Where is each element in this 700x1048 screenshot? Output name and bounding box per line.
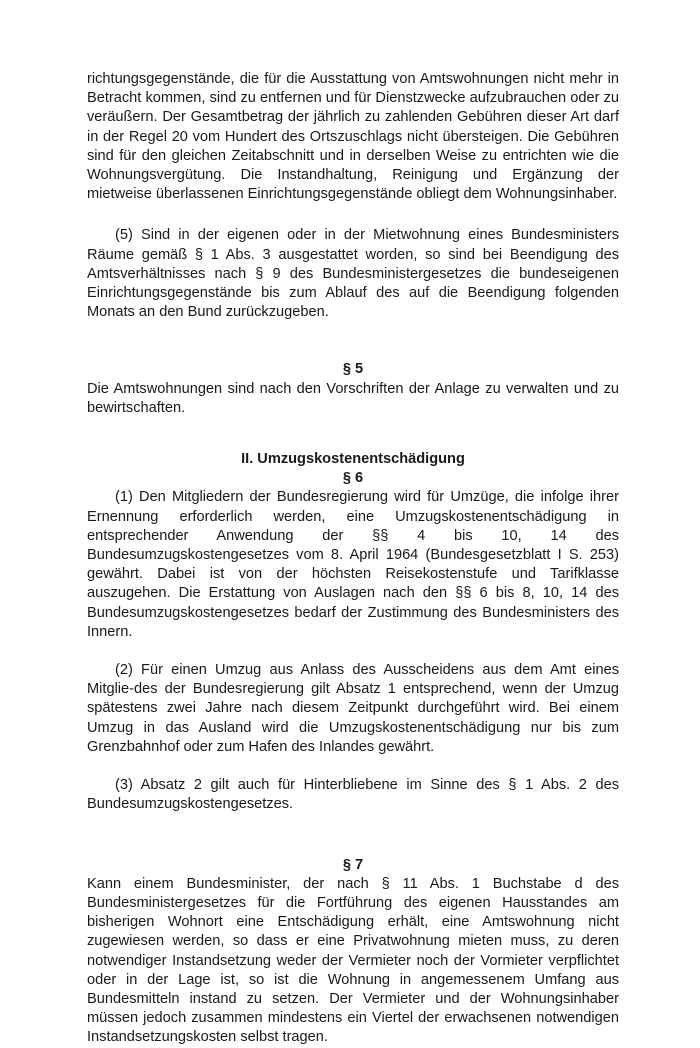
section-7-text: Kann einem Bundesminister, der nach § 11 Abs. 1 Buchstabe d des Bundesministergesetzes für die Fortführung des eigenen Hausstandes am bisherigen Wohnort eine Entschädigung erhält, eine Amtswohnung nicht zugewiesen werden, so dass er eine Privatwohnung mieten muss, zu deren notwendiger Instandsetzung weder der Vermieter noch der Vormieter verpflichtet oder in der Lage ist, so ist die Wohnung in angemessenem Umfang aus Bundesmitteln instand zu setzen. Der Vermieter und der Wohnungsinhaber müssen jedoch zusammen mindestens ein Viertel der erwachsenen notwendigen Instandsetzungskosten selbst tragen.: [87, 875, 619, 1046]
section-6-2: (2) Für einen Umzug aus Anlass des Ausscheidens aus dem Amt eines Mitglie-des der Bundesregierung gilt Absatz 1 entsprechend, wenn der Umzug spätestens zwei Jahre nach diesem Zeitpunkt durchgeführt wird. Bei einem Umzug in das Ausland wird die Umzugskostenentschädigung nur bis zum Grenzbahnhof oder zum Hafen des Inlandes gewährt.: [87, 662, 619, 755]
section-6-heading: § 6: [342, 470, 364, 487]
chapter-ii-title: II. Umzugskostenentschädigung: [241, 451, 465, 468]
paragraph-4-5: (5) Sind in der eigenen oder in der Mietwohnung eines Bundesministers Räume gemäß § 1 Abs. 3 ausgestattet worden, so sind bei Beendigung des Amtsverhältnisses nach § 9 des Bundesministergesetzes die bundeseigenen Einrichtungsgegenstände bis zum Ablauf des auf die Beendigung folgenden Monats an den Bund zurückzugeben.: [87, 227, 619, 321]
section-6-1: (1) Den Mitgliedern der Bundesregierung wird für Umzüge, die infolge ihrer Ernennung erforderlich werden, eine Umzugskostenentschädigung in entsprechender Anwendung der §§ 4 bis 10, 14 des Bundesumzugskostengesetzes vom 8. April 1964 (Bundesgesetzblatt I S. 253) gewährt. Dabei ist von der höchsten Reisekostenstufe und Tarifklasse auszugehen. Die Erstattung von Auslagen nach den §§ 6 bis 8, 10, 14 des Bundesumzugskostengesetzes bedarf der Zustimmung des Bundesministers des Innern.: [87, 489, 619, 640]
section-5-heading: § 5: [342, 361, 364, 378]
section-6-3: (3) Absatz 2 gilt auch für Hinterbliebene im Sinne des § 1 Abs. 2 des Bundesumzugskostengesetzes.: [87, 777, 619, 813]
section-7-heading: § 7: [342, 856, 364, 873]
document-page: [87, 70, 619, 1048]
paragraph-continuation: richtungsgegenstände, die für die Ausstattung von Amtswohnungen nicht mehr in Betracht kommen, sind zu entfernen und für Dienstzwecke aufzubrauchen oder zu veräußern. Der Gesamtbetrag der jährlich zu zahlenden Gebühren dieser Art darf in der Regel 20 vom Hundert des Ortszuschlags nicht übersteigen. Die Gebühren sind für den gleichen Zeitabschnitt und in derselben Weise zu entrichten wie die Wohnungsvergütung. Die Instandhaltung, Reinigung und Ergänzung der mietweise überlassenen Einrichtungsgegenstände obliegt dem Wohnungsinhaber.: [87, 71, 619, 203]
section-5-text: Die Amtswohnungen sind nach den Vorschriften der Anlage zu verwalten und zu bewirtschaften.: [87, 380, 619, 416]
